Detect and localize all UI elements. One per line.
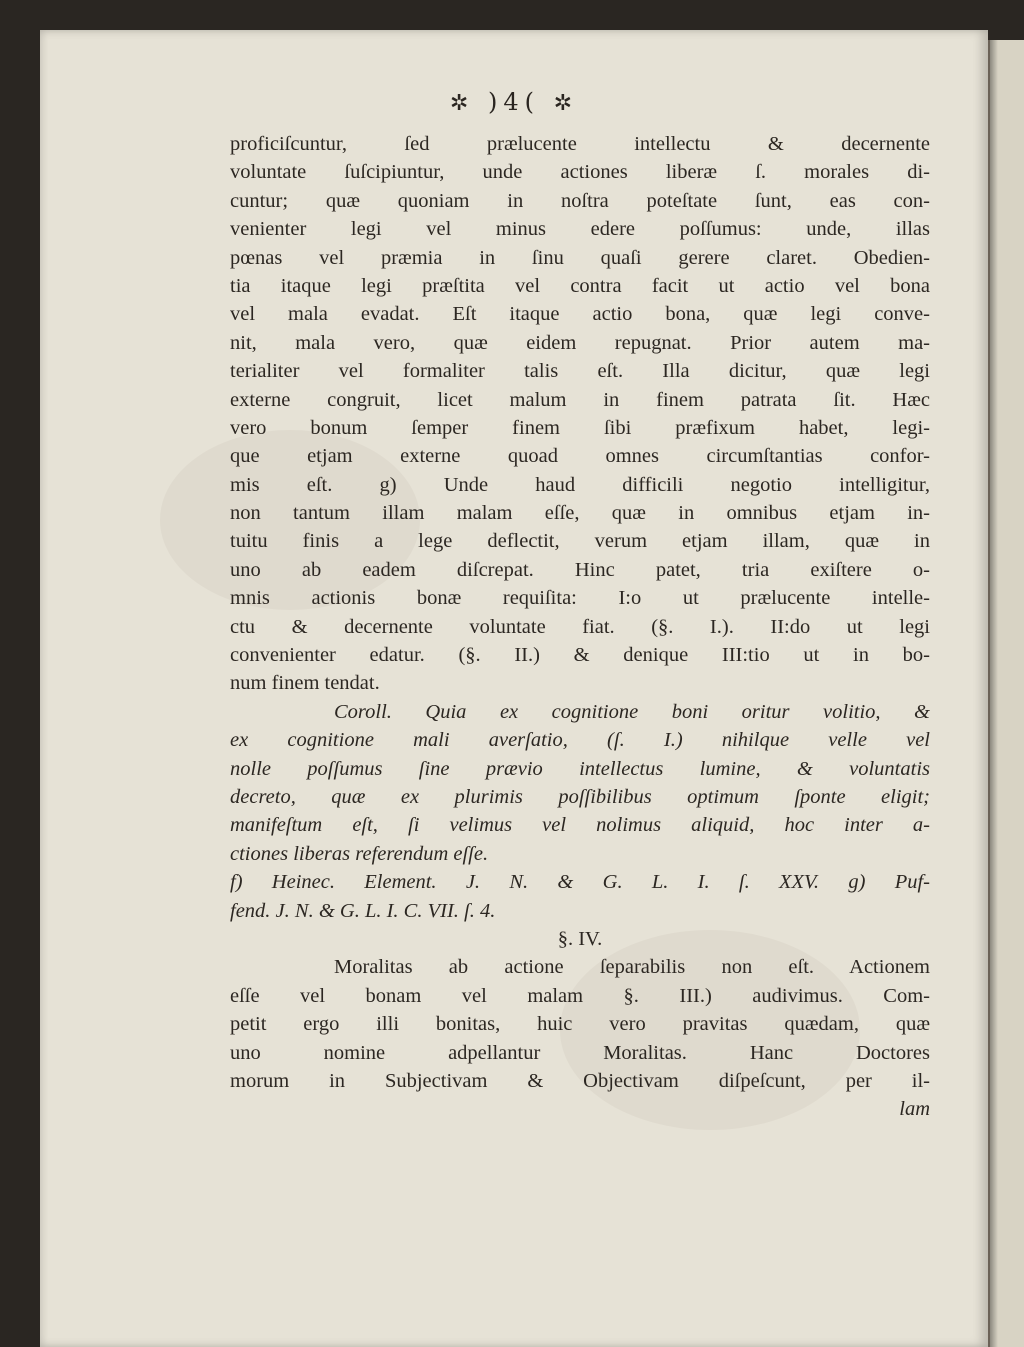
text-line: convenienter edatur. (§. II.) & denique III:tio ut in bo- xyxy=(230,644,930,667)
text-line: num finem tendat. xyxy=(230,672,380,695)
footnote-line: f) Heinec. Element. J. N. & G. L. I. ſ. XXV. g) Puf- xyxy=(230,871,930,894)
corollary-line: Coroll. Quia ex cognitione boni oritur volitio, & xyxy=(334,700,930,723)
text-line: voluntate ſuſcipiuntur, unde actiones liberæ ſ. morales di- xyxy=(230,161,930,184)
book-page xyxy=(40,30,988,1347)
text-line: nit, mala vero, quæ eidem repugnat. Prior autem ma- xyxy=(230,331,930,354)
corollary-line: ex cognitione mali averſatio, (ſ. I.) nihilque velle vel xyxy=(230,729,930,752)
ornament-star-icon: ✲ xyxy=(553,91,579,116)
section-line: eſſe vel bonam vel malam §. III.) audivimus. Com- xyxy=(230,984,930,1007)
text-line: vel mala evadat. Eſt itaque actio bona, quæ legi conve- xyxy=(230,303,930,326)
text-line: que etjam externe quoad omnes circumſtantias confor- xyxy=(230,445,930,468)
page-header xyxy=(40,88,988,116)
ornament-star-icon: ✲ xyxy=(449,91,475,116)
corollary-line: manifeſtum eſt, ſi velimus vel nolimus aliquid, hoc inter a- xyxy=(230,814,930,837)
text-line: tia itaque legi præſtita vel contra facit ut actio vel bona xyxy=(230,274,930,297)
text-line: pœnas vel præmia in ſinu quaſi gerere claret. Obedien- xyxy=(230,246,930,269)
text-line: mnis actionis bonæ requiſita: I:o ut prælucente intelle- xyxy=(230,587,930,610)
text-line: tuitu finis a lege deflectit, verum etjam illam, quæ in xyxy=(230,530,930,553)
text-line: venienter legi vel minus edere poſſumus: unde, illas xyxy=(230,218,930,241)
footnote-line: fend. J. N. & G. L. I. C. VII. ſ. 4. xyxy=(230,899,496,922)
gutter-shadow xyxy=(990,40,998,1347)
text-line: non tantum illam malam eſſe, quæ in omnibus etjam in- xyxy=(230,502,930,525)
page-number: )4( xyxy=(488,88,540,116)
catchword: lam xyxy=(899,1098,930,1121)
text-line: ctu & decernente voluntate fiat. (§. I.). II:do ut legi xyxy=(230,615,930,638)
page-body xyxy=(230,130,930,1124)
text-line: mis eſt. g) Unde haud difficili negotio intelligitur, xyxy=(230,473,930,496)
section-heading: §. IV. xyxy=(557,927,603,950)
section-line: Moralitas ab actione ſeparabilis non eſt. Actionem xyxy=(334,956,930,979)
section-line: petit ergo illi bonitas, huic vero pravitas quædam, quæ xyxy=(230,1013,930,1036)
text-line: cuntur; quæ quoniam in noſtra poteſtate ſunt, eas con- xyxy=(230,189,930,212)
text-line: terialiter vel formaliter talis eſt. Illa dicitur, quæ legi xyxy=(230,360,930,383)
corollary-line: decreto, quæ ex plurimis poſſibilibus optimum ſponte eligit; xyxy=(230,785,930,808)
section-line: uno nomine adpellantur Moralitas. Hanc Doctores xyxy=(230,1041,930,1064)
text-line: externe congruit, licet malum in finem patrata ſit. Hæc xyxy=(230,388,930,411)
corollary-line: nolle poſſumus ſine prævio intellectus lumine, & voluntatis xyxy=(230,757,930,780)
text-line: proficiſcuntur, ſed prælucente intellectu & decernente xyxy=(230,133,930,155)
text-line: uno ab eadem diſcrepat. Hinc patet, tria exiſtere o- xyxy=(230,558,930,581)
text-line: vero bonum ſemper finem ſibi præfixum habet, legi- xyxy=(230,416,930,439)
corollary-line: ctiones liberas referendum eſſe. xyxy=(230,842,489,865)
section-line: morum in Subjectivam & Objectivam diſpeſcunt, per il- xyxy=(230,1069,930,1092)
